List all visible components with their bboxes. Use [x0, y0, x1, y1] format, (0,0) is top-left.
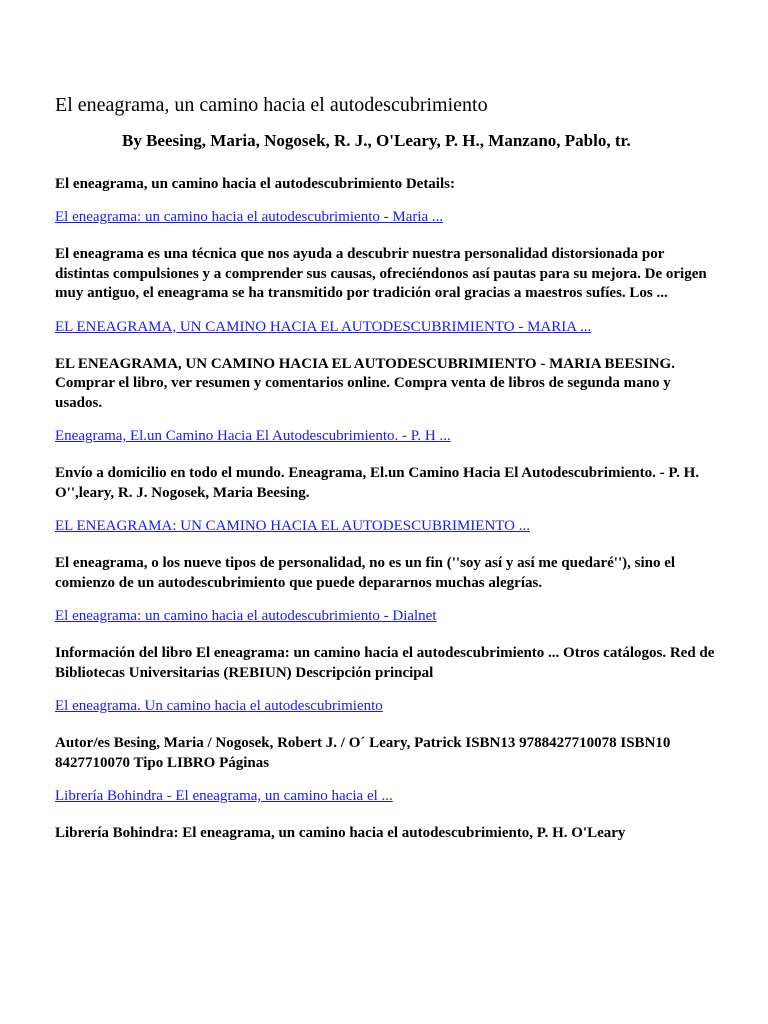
result-item — [55, 696, 715, 773]
result-link[interactable]: El eneagrama: un camino hacia el autodescubrimiento - Dialnet — [55, 608, 437, 624]
result-snippet: El eneagrama es una técnica que nos ayuda a descubrir nuestra personalidad distorsionada por distintas compulsiones y a comprender sus causas, ofreciéndonos así pautas para su mejora. De origen muy antiguo, el eneagrama se ha transmitido por tradición oral gracias a maestros sufíes. Los ... — [55, 246, 707, 301]
result-item — [55, 786, 715, 844]
details-heading: El eneagrama, un camino hacia el autodescubrimiento Details: — [55, 176, 455, 192]
result-snippet: Autor/es Besing, Maria / Nogosek, Robert J. / O´ Leary, Patrick ISBN13 9788427710078 ISBN10 8427710070 Tipo LIBRO Páginas — [55, 735, 671, 771]
result-snippet: El eneagrama, o los nueve tipos de personalidad, no es un fin (''soy así y así me quedaré''), sino el comienzo de un autodescubrimiento que puede depararnos muchas alegrías. — [55, 555, 676, 591]
result-link[interactable]: El eneagrama: un camino hacia el autodescubrimiento - Maria ... — [55, 209, 444, 225]
result-item — [55, 317, 715, 414]
document-page — [55, 92, 715, 844]
result-item — [55, 606, 715, 683]
page-title: El eneagrama, un camino hacia el autodescubrimiento — [55, 94, 488, 116]
result-snippet: Librería Bohindra: El eneagrama, un camino hacia el autodescubrimiento, P. H. O'Leary — [55, 825, 626, 841]
result-snippet: EL ENEAGRAMA, UN CAMINO HACIA EL AUTODESCUBRIMIENTO - MARIA BEESING. Comprar el libro, ver resumen y comentarios online. Compra venta de libros de segunda mano y usados. — [55, 355, 675, 411]
result-link[interactable]: EL ENEAGRAMA: UN CAMINO HACIA EL AUTODESCUBRIMIENTO ... — [55, 518, 530, 534]
result-item — [55, 516, 715, 593]
result-link[interactable]: Librería Bohindra - El eneagrama, un camino hacia el ... — [55, 788, 393, 804]
result-item — [55, 426, 715, 503]
result-snippet: Envío a domicilio en todo el mundo. Eneagrama, El.un Camino Hacia El Autodescubrimiento. - P. H. O'',leary, R. J. Nogosek, Maria Beesing. — [55, 465, 700, 501]
result-link[interactable]: EL ENEAGRAMA, UN CAMINO HACIA EL AUTODESCUBRIMIENTO - MARIA ... — [55, 318, 592, 335]
result-link[interactable]: Eneagrama, El.un Camino Hacia El Autodescubrimiento. - P. H ... — [55, 428, 451, 444]
result-snippet: Información del libro El eneagrama: un camino hacia el autodescubrimiento ... Otros catálogos. Red de Bibliotecas Universitarias (REBIUN) Descripción principal — [55, 645, 715, 681]
result-item — [55, 207, 715, 304]
author-byline: By Beesing, Maria, Nogosek, R. J., O'Leary, P. H., Manzano, Pablo, tr. — [122, 131, 631, 150]
result-link[interactable]: El eneagrama. Un camino hacia el autodescubrimiento — [55, 698, 383, 714]
